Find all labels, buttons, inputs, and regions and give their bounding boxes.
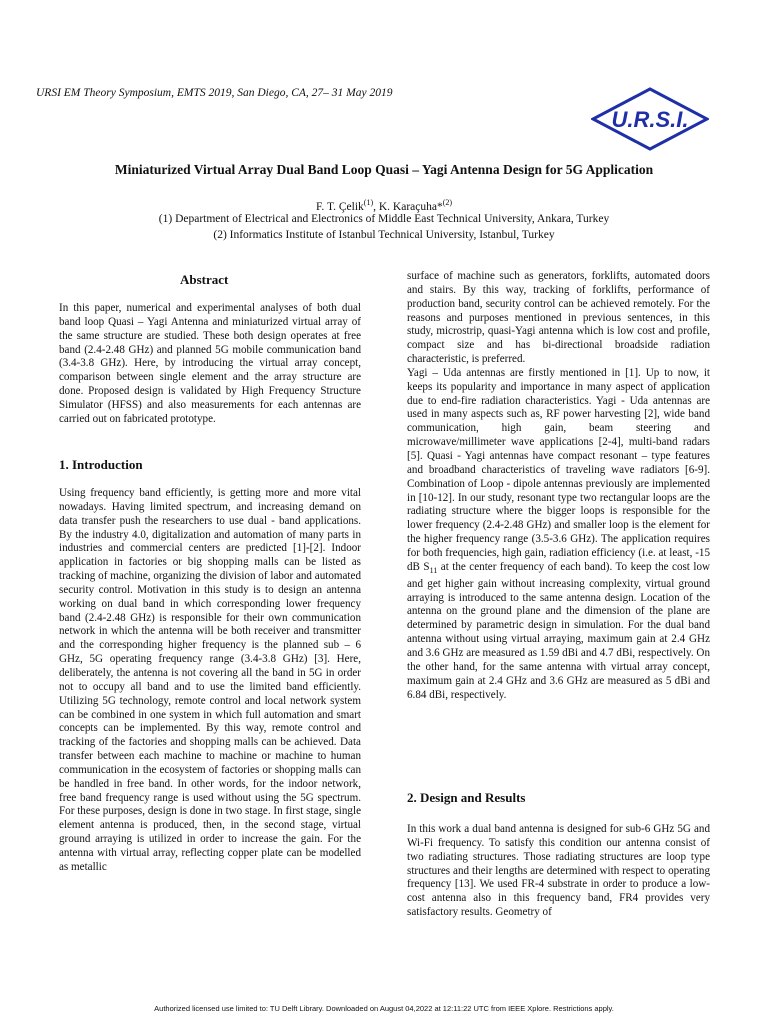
abstract-text: In this paper, numerical and experimental analyses of both dual band loop Quasi – Yagi Antenna and miniaturized virtual array of the same structure are studied. These both design operates at free band (2.4-2.48 GHz) and planned 5G mobile communication band (3.4-3.8 GHz). Here, by introducing the virtual array concept, comparison between single element and the array structure are done. Proposed design is validated by High Frequency Structure Simulator (HFSS) and also measurements for each antennas are carried out on fabricated prototype. bbox=[59, 302, 361, 425]
intro-heading: 1. Introduction bbox=[59, 457, 143, 472]
author-2-affil: (2) bbox=[442, 198, 453, 207]
abstract-heading: Abstract bbox=[180, 272, 229, 287]
author-1: F. T. Çelik bbox=[315, 200, 364, 213]
intro-text: Using frequency band efficiently, is getting more and more vital nowadays. Having limited spectrum, and increasing demand on data transfer push the researchers to use dual - band applications. By the industry 4.0, digitalization and automation of many parts in industries and commercial centers are predicted [1]-[2]. Indoor application in factories or big shopping malls can be listed as tracking of machine, organizing the division of labor and automated security control. Motivation in this study is to design an antenna working on dual band in which corresponding lower frequency band (2.4-2.48 GHz) is responsible for their own communication network in which the antenna will be both receiver and transmitter and the corresponding higher frequency is the planned sub – 6 GHz, 5G operating frequency range (3.4-3.8 GHz) [3]. Here, deliberately, the antenna is not covering all the band in 5G in order not to occupy all band and to use the limited band efficiently. Utilizing 5G technology, remote control and local network system can be combined in one system in which full automation and smart concepts can be implemented. By this way, remote control and tracking of the factories and shopping malls can be achieved. Data transfer between each machine to machine or machine to human communication in the ecosystem of factories or shopping malls can be handled in free band. In other words, for the indoor network, free band frequency range is used without using the 5G spectrum. For these purposes, design is done in two stage. In first stage, single element antenna is produced, then, in the second stage, virtual ground arraying is utilized in order to increase the gain. For the antenna with virtual array, reflecting copper plate can be modelled as metallic bbox=[59, 487, 361, 873]
paper-title: Miniaturized Virtual Array Dual Band Loop Quasi – Yagi Antenna Design for 5G Application bbox=[114, 162, 654, 177]
affiliation-2: (2) Informatics Institute of Istanbul Technical University, Istanbul, Turkey bbox=[213, 229, 555, 241]
right-paragraph-2 bbox=[407, 367, 710, 702]
right-paragraph-1: surface of machine such as generators, forklifts, automated doors and stairs. By this way, tracking of forklifts, performance of production band, security control can be achieved remotely. For the reasons and purposes mentioned in previous sentences, in this study, microstrip, quasi-Yagi antenna which is low cost and profile, compact size and has bi-directional broadside radiation characteristic, is preferred. bbox=[407, 270, 710, 366]
abstract-body bbox=[59, 302, 361, 427]
design-text: In this work a dual band antenna is designed for sub-6 GHz 5G and Wi-Fi frequency. To satisfy this condition our antenna consist of two radiating structures. Those radiating structures are loop type structures and their lengths are determined with respect to operating frequency [13]. We used FR-4 substrate in order to produce a low-cost antenna also in this frequency band, FR4 provides very satisfactory results. Geometry of bbox=[407, 823, 710, 919]
affiliation-1: (1) Department of Electrical and Electronics of Middle East Technical University, Ankara, Turkey bbox=[158, 213, 610, 225]
right-paragraph-2b: at the center frequency of each band). To keep the cost low and get higher gain without increasing complexity, virtual ground arraying is introduced to the same antenna design. Location of the antenna on the ground plane and the dimension of the plane are determined by parametric design in simulation. For the dual band antenna without using virtual arraying, maximum gain at 2.4 GHz and 3.6 GHz are measured as 1.59 dBi and 4.7 dBi, respectively. On the other hand, for the same antenna with virtual array concept, maximum gain at 2.4 GHz and 3.6 GHz are measured as 5 dBi and 6.84 dBi, respectively. bbox=[407, 560, 711, 701]
license-footer: Authorized licensed use limited to: TU Delft Library. Downloaded on August 04,2022 at 12:11:22 UTC from IEEE Xplore. Restrictions apply. bbox=[154, 1004, 614, 1013]
right-column-body bbox=[407, 270, 710, 702]
design-heading: 2. Design and Results bbox=[407, 790, 526, 805]
ursi-logo bbox=[591, 87, 709, 151]
ursi-logo-text: U.R.S.I. bbox=[611, 107, 689, 132]
author-2: , K. Karaçuha* bbox=[373, 200, 443, 213]
author-1-affil: (1) bbox=[363, 198, 374, 207]
author-line bbox=[0, 198, 768, 213]
intro-body bbox=[59, 487, 361, 875]
design-body bbox=[407, 823, 710, 920]
right-paragraph-2a: Yagi – Uda antennas are firstly mentioned in [1]. Up to now, it keeps its popularity and importance in many aspect of application due to end-fire radiation characteristics. Yagi - Uda antennas are used in many aspects such as, RF power harvesting [2], wide band communication, high gain, beam steering and microwave/millimeter wave applications [2-4], multi-band radars [5]. Quasi - Yagi antennas have compact resonant – type features and broadband characteristics of traveling wave radiators [6-9]. Combination of Loop - dipole antennas previously are implemented in [10-12]. In our study, resonant type two rectangular loops are the radiating structure where the bigger loops is responsible for the lower frequency (2.4-2.48 GHz) and smaller loop is the element for the higher frequency range (3.5-3.6 GHz). The application requires for both frequencies, high gain, radiation efficiency (i.e. at least, -15 dB S bbox=[407, 366, 710, 573]
s11-subscript: 11 bbox=[429, 565, 438, 575]
conference-line: URSI EM Theory Symposium, EMTS 2019, San Diego, CA, 27– 31 May 2019 bbox=[36, 87, 393, 99]
